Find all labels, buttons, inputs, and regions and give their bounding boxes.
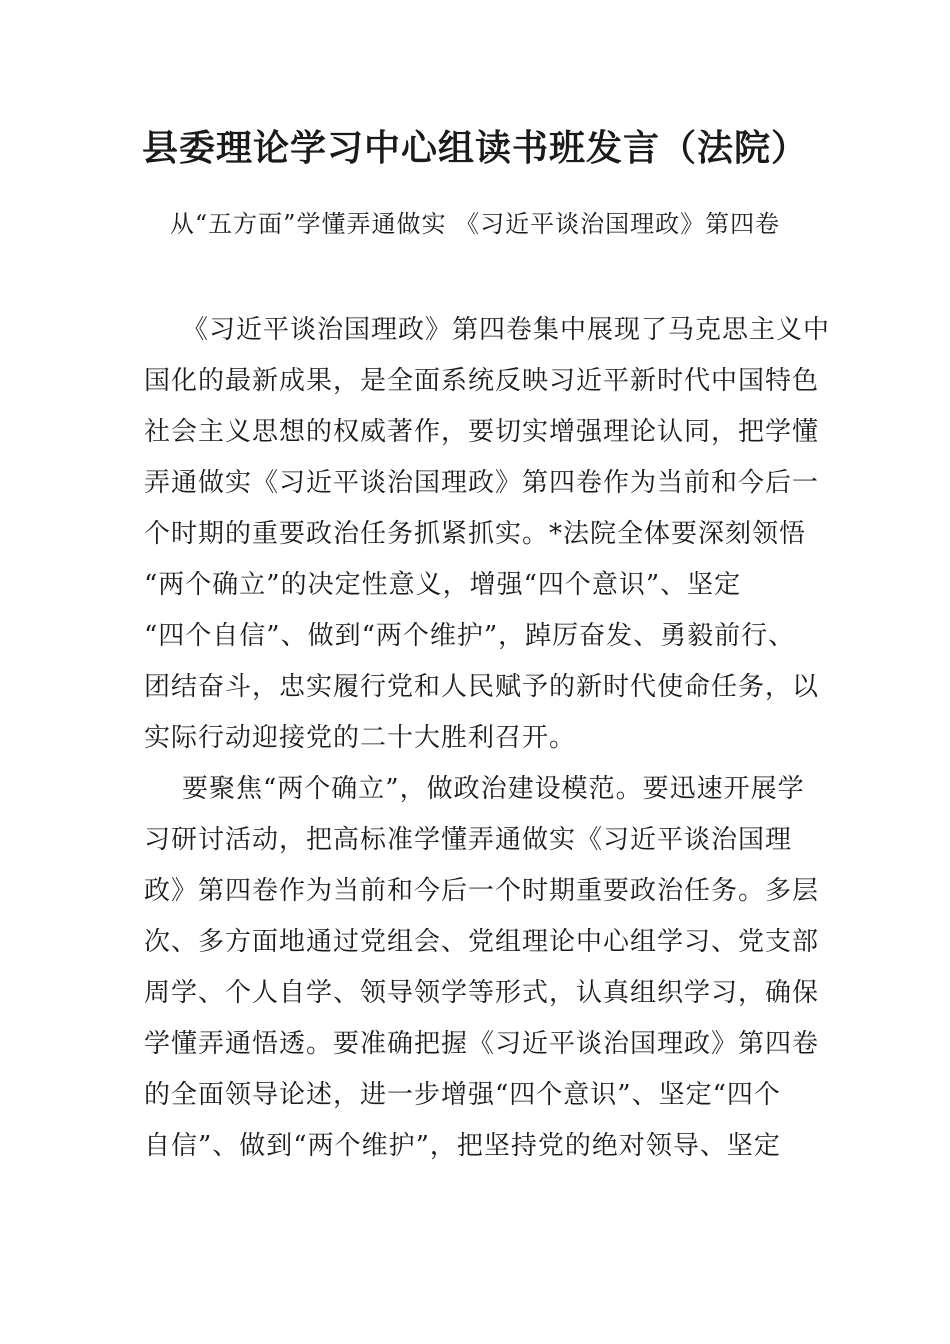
text-line: 《习近平谈治国理政》第四卷集中展现了马克思主义中 [182,315,831,345]
text-line: 实际行动迎接党的二十大胜利召开。 [144,723,577,753]
document-subtitle: 从“五方面”学懂弄通做实 《习近平谈治国理政》第四卷 [169,210,781,238]
paragraph-2 [144,764,820,1172]
text-line: 学懂弄通悟透。要准确把握《习近平谈治国理政》第四卷 [144,1029,820,1059]
text-line: 国化的最新成果，是全面系统反映习近平新时代中国特色 [144,366,820,396]
document-body [144,305,831,1172]
text-line: “两个确立”的决定性意义，增强“四个意识”、坚定 [144,570,742,600]
text-line: 次、多方面地通过党组会、党组理论中心组学习、党支部 [144,927,820,957]
text-line: 要聚焦“两个确立”，做政治建设模范。要迅速开展学 [182,774,805,804]
paragraph-1 [144,305,831,764]
text-line: 团结奋斗，忠实履行党和人民赋予的新时代使命任务，以 [144,672,820,702]
text-line: “四个自信”、做到“两个维护”，踔厉奋发、勇毅前行、 [144,621,796,651]
text-line: 社会主义思想的权威著作，要切实增强理论认同，把学懂 [144,417,820,447]
document-title: 县委理论学习中心组读书班发言（法院） [141,127,808,169]
text-line: 周学、个人自学、领导领学等形式，认真组织学习，确保 [144,978,820,1008]
text-line: 自信”、做到“两个维护”，把坚持党的绝对领导、坚定 [144,1131,781,1161]
text-line: 个时期的重要政治任务抓紧抓实。*法院全体要深刻领悟 [144,519,807,549]
text-line: 习研讨活动，把高标准学懂弄通做实《习近平谈治国理 [144,825,793,855]
text-line: 弄通做实《习近平谈治国理政》第四卷作为当前和今后一 [144,468,820,498]
text-line: 政》第四卷作为当前和今后一个时期重要政治任务。多层 [144,876,820,906]
text-line: 的全面领导论述，进一步增强“四个意识”、坚定“四个 [144,1080,781,1110]
